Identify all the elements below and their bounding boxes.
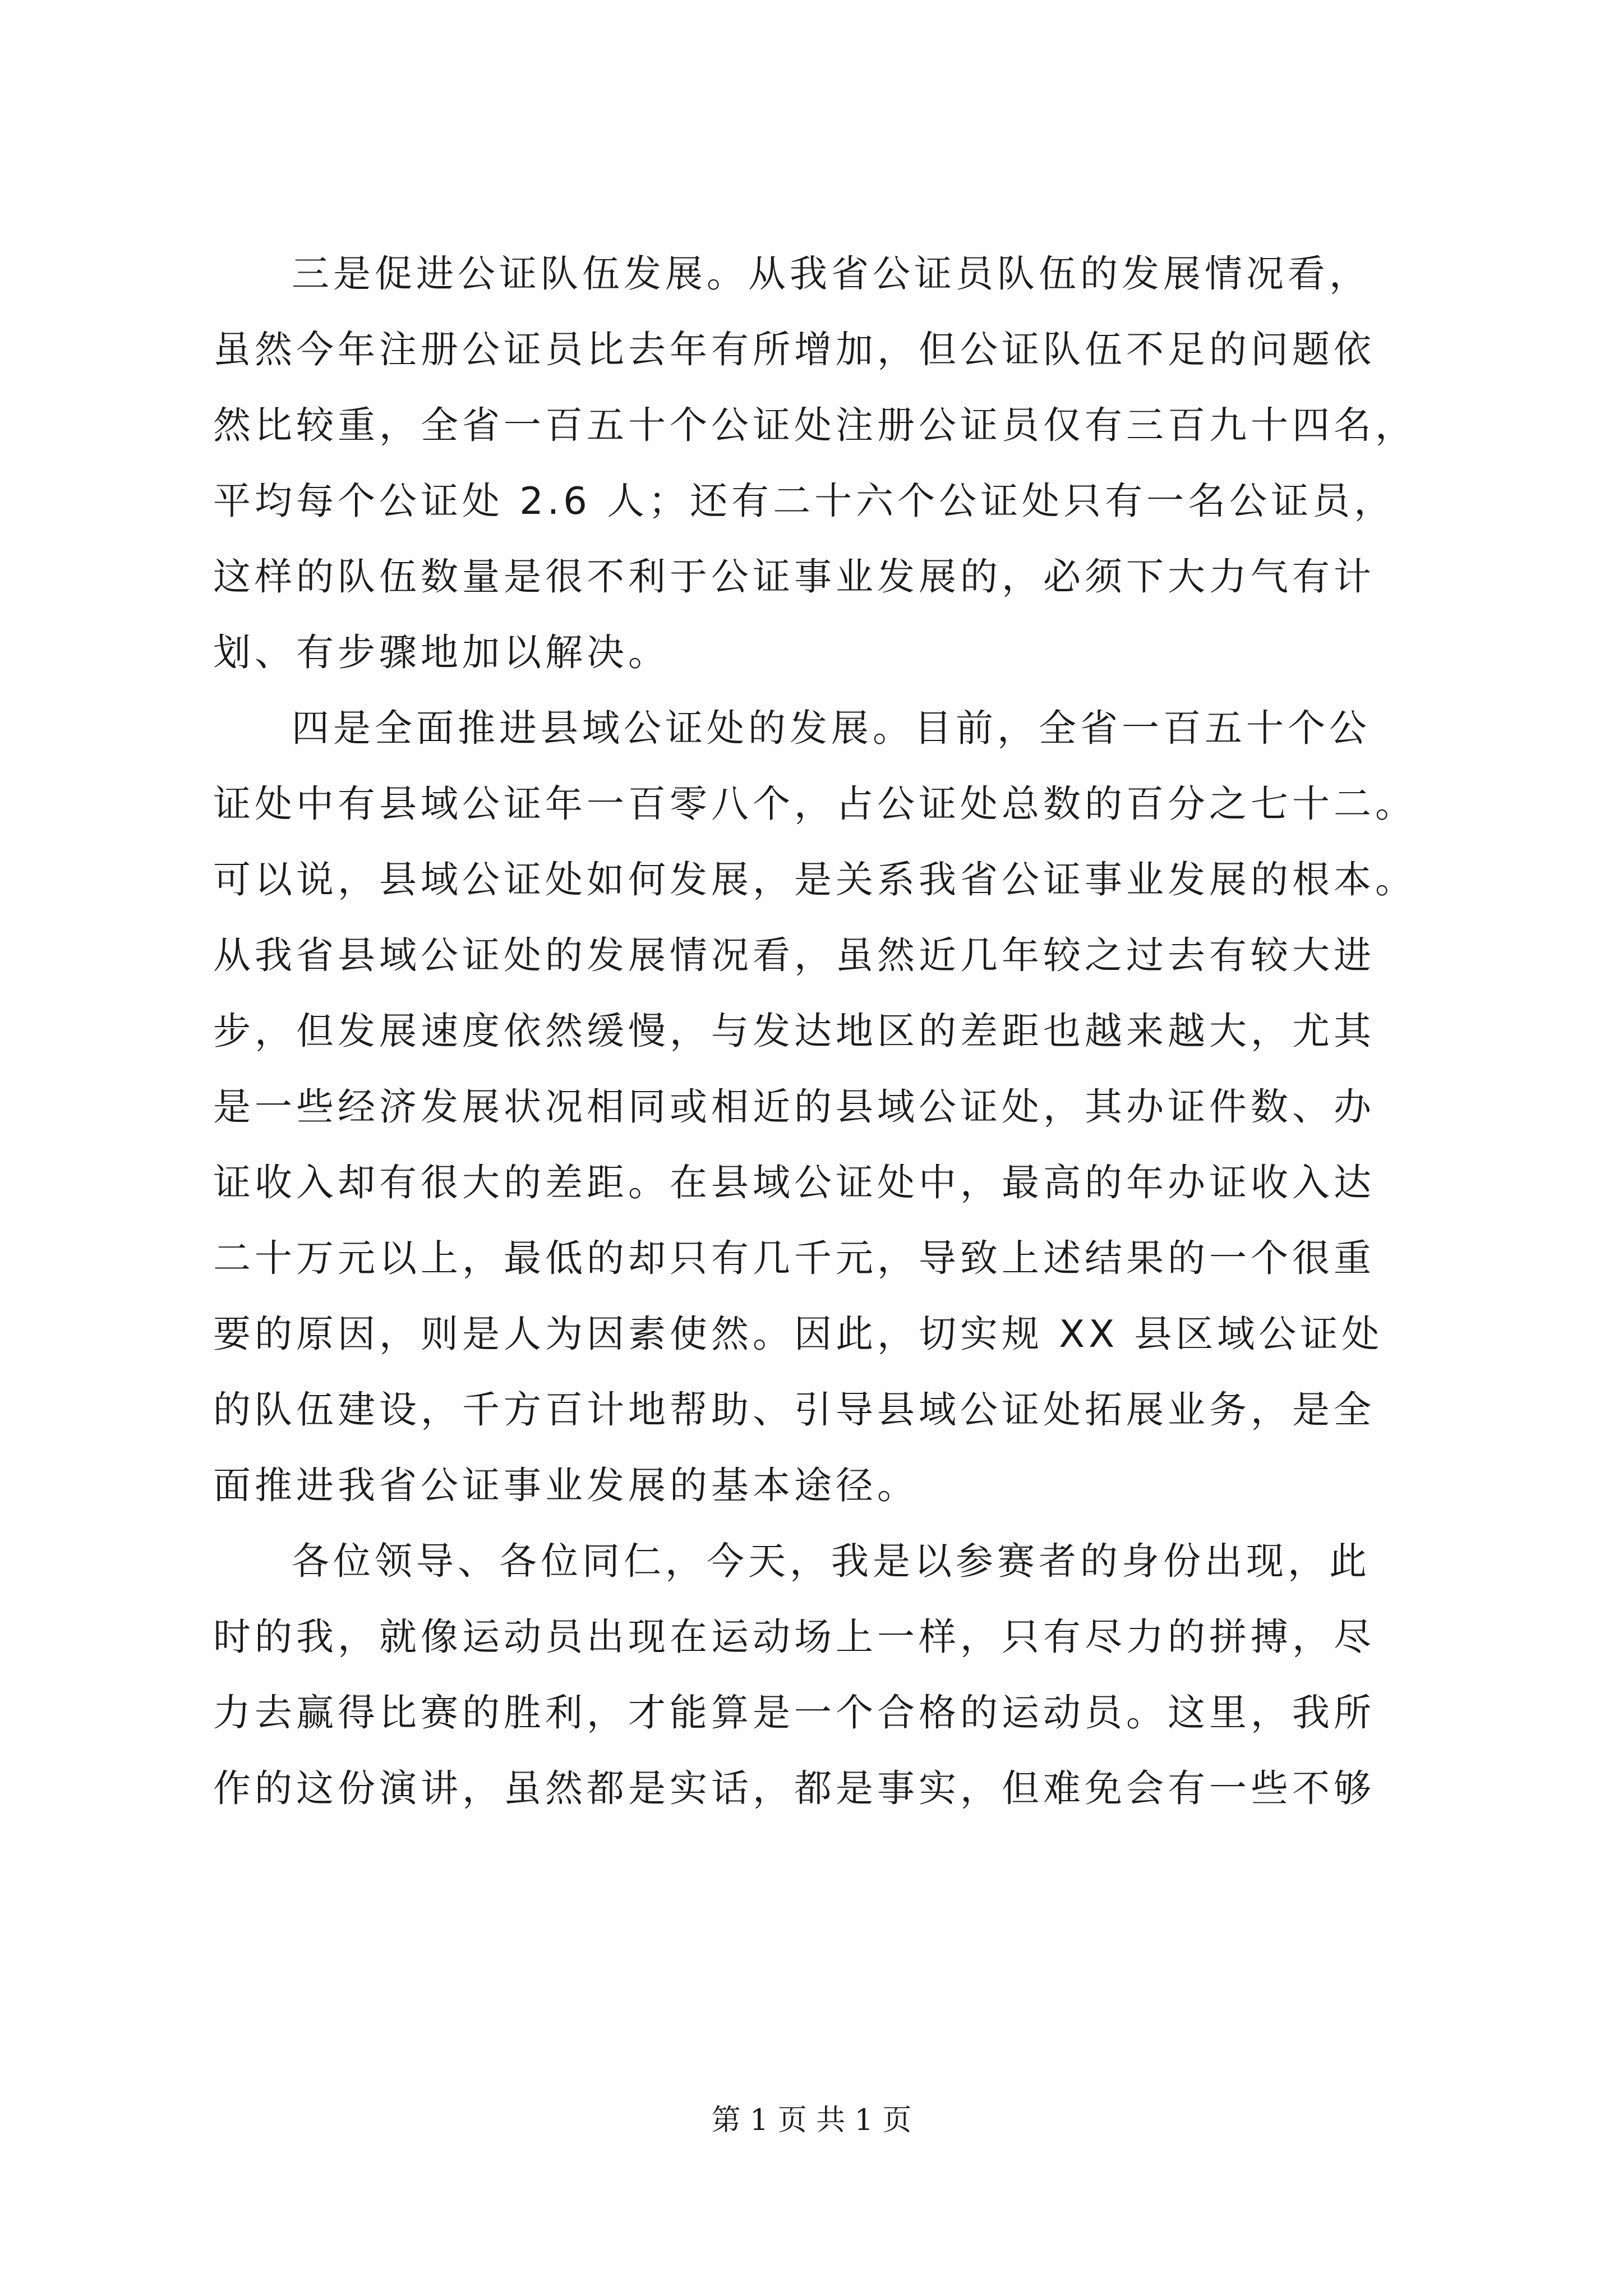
paragraph-2-line-10: 的队伍建设，千方百计地帮助、引导县域公证处拓展业务，是全	[213, 1388, 1375, 1432]
paragraph-2-line-3: 可以说，县域公证处如何发展，是关系我省公证事业发展的根本。	[213, 858, 1417, 901]
paragraph-2-line-9: 要的原因，则是人为因素使然。因此，切实规 XX 县区域公证处	[213, 1312, 1384, 1356]
paragraph-1-line-4: 平均每个公证处 2.6 人；还有二十六个公证处只有一名公证员，	[213, 479, 1396, 523]
paragraph-2-line-1: 四是全面推进县域公证处的发展。目前，全省一百五十个公	[292, 706, 1371, 750]
paragraph-3-line-1: 各位领导、各位同仁，今天，我是以参赛者的身份出现，此	[292, 1539, 1371, 1583]
page-number-footer: 第 1 页 共 1 页	[711, 2104, 912, 2137]
paragraph-1-line-5: 这样的队伍数量是很不利于公证事业发展的，必须下大力气有计	[213, 555, 1375, 599]
paragraph-3-line-2: 时的我，就像运动员出现在运动场上一样，只有尽力的拼搏，尽	[213, 1615, 1375, 1659]
paragraph-1-line-6: 划、有步骤地加以解决。	[213, 631, 670, 674]
paragraph-1-line-1: 三是促进公证队伍发展。从我省公证员队伍的发展情况看，	[292, 252, 1371, 296]
paragraph-2-line-6: 是一些经济发展状况相同或相近的县域公证处，其办证件数、办	[213, 1085, 1375, 1129]
paragraph-3-line-4: 作的这份演讲，虽然都是实话，都是事实，但难免会有一些不够	[213, 1766, 1375, 1810]
paragraph-3-line-3: 力去赢得比赛的胜利，才能算是一个合格的运动员。这里，我所	[213, 1691, 1375, 1734]
paragraph-1-line-2: 虽然今年注册公证员比去年有所增加，但公证队伍不足的问题依	[213, 328, 1375, 371]
paragraph-2-line-5: 步，但发展速度依然缓慢，与发达地区的差距也越来越大，尤其	[213, 1009, 1375, 1053]
paragraph-2-line-4: 从我省县域公证处的发展情况看，虽然近几年较之过去有较大进	[213, 933, 1375, 977]
paragraph-2-line-2: 证处中有县域公证年一百零八个，占公证处总数的百分之七十二。	[213, 782, 1417, 826]
paragraph-2-line-11: 面推进我省公证事业发展的基本途径。	[213, 1464, 919, 1507]
paragraph-1-line-3: 然比较重，全省一百五十个公证处注册公证员仅有三百九十四名，	[213, 403, 1417, 447]
paragraph-2-line-8: 二十万元以上，最低的却只有几千元，导致上述结果的一个很重	[213, 1236, 1375, 1280]
paragraph-2-line-7: 证收入却有很大的差距。在县域公证处中，最高的年办证收入达	[213, 1161, 1375, 1204]
